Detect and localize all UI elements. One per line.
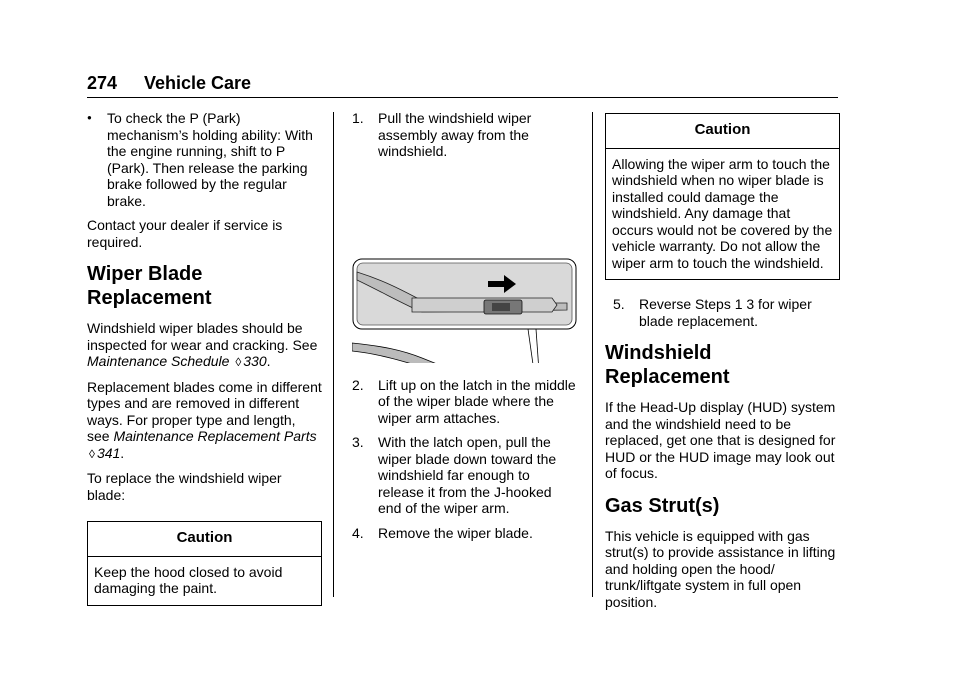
step-number: 2.: [352, 376, 364, 393]
step-1: [352, 110, 577, 160]
gas-strut-heading: Gas Strut(s): [605, 494, 720, 517]
page-ref-330[interactable]: 330: [243, 353, 267, 369]
step-number: 3.: [352, 434, 364, 450]
caution-box-hood: [87, 521, 322, 606]
windshield-text: If the Head-Up display (HUD) system and the windshield need to be replaced, get one that is designed for HUD or the HUD image may look out of focus.: [605, 399, 836, 481]
gas-strut-text: This vehicle is equipped with gas strut(s) to provide assistance in lifting and holding open the hood/ trunk/liftgate system in full open position.: [605, 527, 836, 610]
contact-dealer-text: Contact your dealer if service is required.: [87, 217, 283, 250]
wiper-paragraph-1: Windshield wiper blades should be inspected for wear and cracking. See Maintenance Schedule ◊ 330.: [87, 320, 318, 369]
bullet-text: To check the P (Park) mechanism’s holding ability: With the engine running, shift to P (Park). Then release the parking brake followed by the regular brake.: [107, 110, 313, 209]
step-3: [352, 434, 577, 517]
column-2: [352, 110, 577, 549]
step-text: With the latch open, pull the wiper blade down toward the windshield far enough to release it from the J-hooked end of the wiper arm.: [378, 434, 557, 516]
replacement-parts-link[interactable]: Maintenance Replacement Parts: [113, 428, 317, 444]
column-1: [87, 110, 322, 606]
page-number: 274: [87, 73, 118, 93]
step-5: [613, 296, 840, 329]
section-title: Vehicle Care: [144, 73, 252, 93]
step-text: Pull the windshield wiper assembly away from the windshield.: [378, 110, 532, 159]
step-number: 4.: [352, 524, 364, 541]
page-header: [87, 70, 837, 100]
caution-title: Caution: [606, 114, 839, 149]
wiper-latch-illustration: [352, 188, 577, 363]
caution-title: Caution: [88, 522, 321, 557]
bullet-icon: ●: [87, 113, 92, 122]
step-text: Remove the wiper blade.: [378, 524, 533, 541]
column-divider-2: [592, 112, 593, 597]
step-number: 1.: [352, 110, 364, 126]
step-text: Lift up on the latch in the middle of the wiper blade where the wiper arm attaches.: [378, 376, 576, 426]
wiper-blade-heading: Wiper Blade Replacement: [87, 263, 212, 309]
step-2: [352, 377, 577, 427]
maintenance-schedule-link[interactable]: Maintenance Schedule: [87, 353, 230, 369]
wiper-paragraph-2: Replacement blades come in different types and are removed in different ways. For proper type and length, see Maintenance Replacement Parts ◊ 341.: [87, 378, 322, 461]
page-ref-icon: ◊: [89, 446, 95, 461]
caution-box-wiper-arm: [605, 113, 840, 280]
wiper-paragraph-3: To replace the windshield wiper blade:: [87, 470, 282, 503]
list-item: [87, 110, 322, 209]
step-4: [352, 525, 577, 542]
step-number: 5.: [613, 296, 625, 312]
caution-text: Keep the hood closed to avoid damaging the paint.: [94, 563, 283, 596]
page-ref-icon: ◊: [235, 355, 242, 369]
column-3: [605, 110, 840, 618]
header-rule: [87, 97, 838, 98]
page-ref-341[interactable]: 341: [96, 444, 121, 461]
column-divider-1: [333, 112, 334, 597]
windshield-replacement-heading: Windshield Replacement: [605, 342, 730, 388]
step-text: Reverse Steps 1 3 for wiper blade replacement.: [639, 296, 812, 329]
caution-text: Allowing the wiper arm to touch the windshield when no wiper blade is installed could damage the windshield. Any damage that occurs would not be covered by the vehicle warranty. Do not allow the wiper arm to touch the windshield.: [612, 155, 833, 271]
